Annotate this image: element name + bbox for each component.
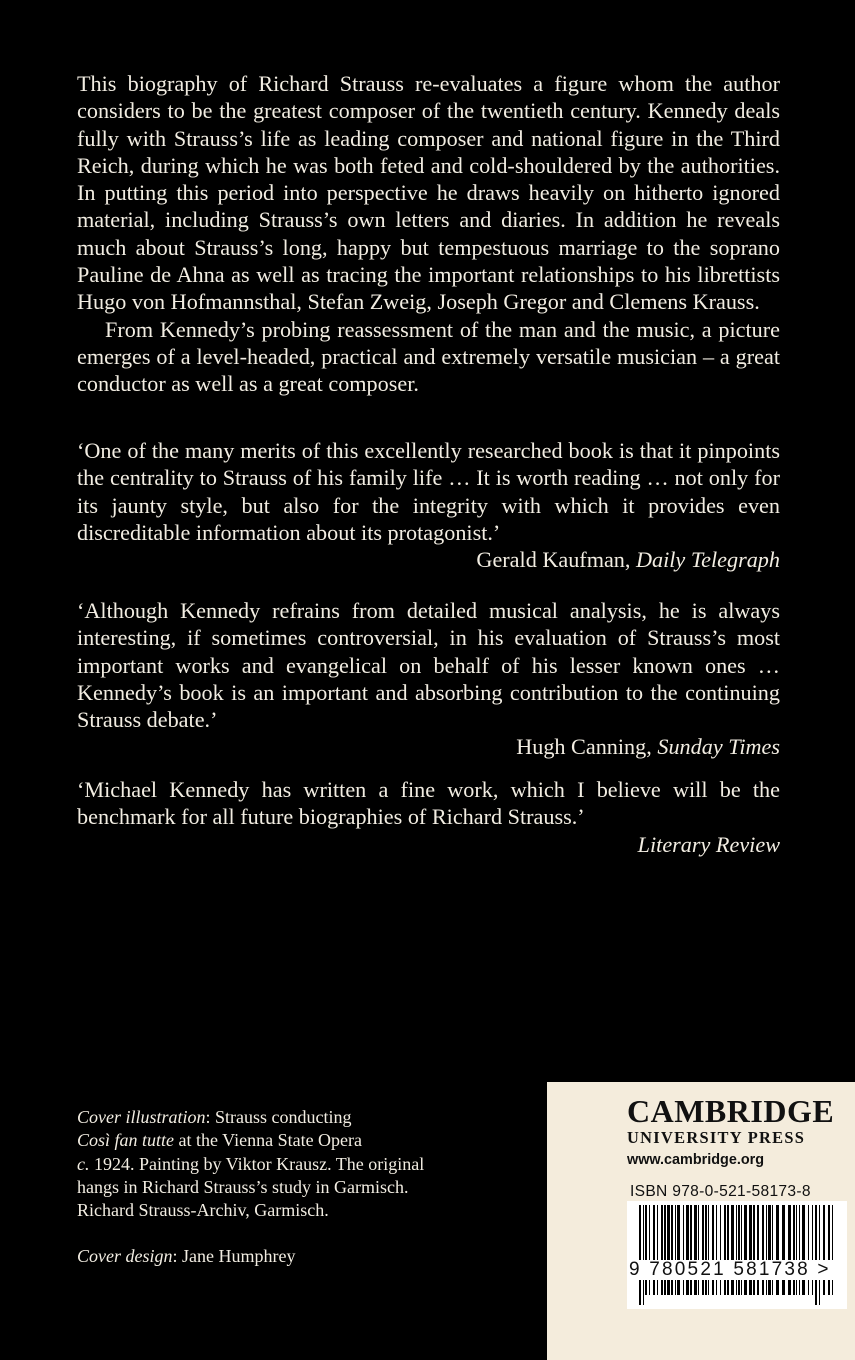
blurb-paragraph-2: From Kennedy’s probing reassessment of the man and the music, a picture emerges of a level-headed, practical and extremely versatile musician – a great conductor as well as a great composer.	[77, 316, 780, 397]
review-attribution	[77, 733, 780, 760]
review-source: Literary Review	[637, 831, 780, 857]
barcode-bars	[627, 1201, 847, 1309]
review-quote-3	[77, 776, 780, 858]
review-source: Sunday Times	[657, 734, 780, 760]
design-credit: Cover design: Jane Humphrey	[77, 1246, 296, 1267]
publisher-subtitle: UNIVERSITY PRESS	[627, 1128, 806, 1147]
review-source: Daily Telegraph	[635, 547, 780, 573]
review-text: ‘Michael Kennedy has written a fine work, which I believe will be the benchmark for all future biographies of Richard Strauss.’	[77, 777, 780, 830]
cover-credits	[77, 1106, 457, 1269]
reviewer-name: Gerald Kaufman,	[476, 547, 636, 573]
publisher-logo: CAMBRIDGE	[627, 1093, 835, 1129]
opera-title: Così fan tutte	[77, 1130, 175, 1151]
illustration-credit: Cover illustration: Strauss conducting Così fan tutte at the Vienna State Opera c. 1924. Painting by Viktor Krausz. The original hangs in Richard Strauss’s study in Garmisch. Richard Strauss-Archiv, Garmisch.	[77, 1107, 425, 1221]
publisher-panel	[547, 1082, 855, 1360]
design-label: Cover design	[77, 1246, 173, 1267]
illustration-label: Cover illustration	[77, 1107, 206, 1127]
book-blurb	[77, 70, 780, 398]
barcode	[627, 1201, 847, 1309]
circa-mark: c.	[77, 1153, 90, 1174]
blurb-paragraph-1: This biography of Richard Strauss re-evaluates a figure whom the author considers to be the greatest composer of the twentieth century. Kennedy deals fully with Strauss’s life as leading composer and national figure in the Third Reich, during which he was both feted and cold-shouldered by the authorities. In putting this period into perspective he draws heavily on hitherto ignored material, including Strauss’s own letters and diaries. In addition he reveals much about Strauss’s long, happy but tempestuous marriage to the soprano Pauline de Ahna as well as tracing the important relationships to his librettists Hugo von Hofmannsthal, Stefan Zweig, Joseph Gregor and Clemens Krauss.	[77, 71, 780, 315]
review-attribution	[77, 831, 780, 858]
publisher-url: www.cambridge.org	[627, 1152, 764, 1168]
review-attribution	[77, 546, 780, 573]
review-quote-1	[77, 437, 780, 573]
review-quote-2	[77, 597, 780, 761]
barcode-digits: 9 780521 581738 >	[629, 1259, 831, 1280]
reviewer-name: Hugh Canning,	[516, 734, 658, 760]
review-text: ‘Although Kennedy refrains from detailed musical analysis, he is always interesting, if sometimes controversial, in his evaluation of Strauss’s most important works and evangelical on behalf of his lesser known ones … Kennedy’s book is an important and absorbing contribution to the continuing Strauss debate.’	[77, 598, 780, 733]
review-text: ‘One of the many merits of this excellently researched book is that it pinpoints the centrality to Strauss of his family life … It is worth reading … not only for its jaunty style, but also for the integrity with which it provides even discreditable information about its protagonist.’	[77, 438, 780, 545]
isbn-label: ISBN 978-0-521-58173-8	[630, 1183, 811, 1200]
